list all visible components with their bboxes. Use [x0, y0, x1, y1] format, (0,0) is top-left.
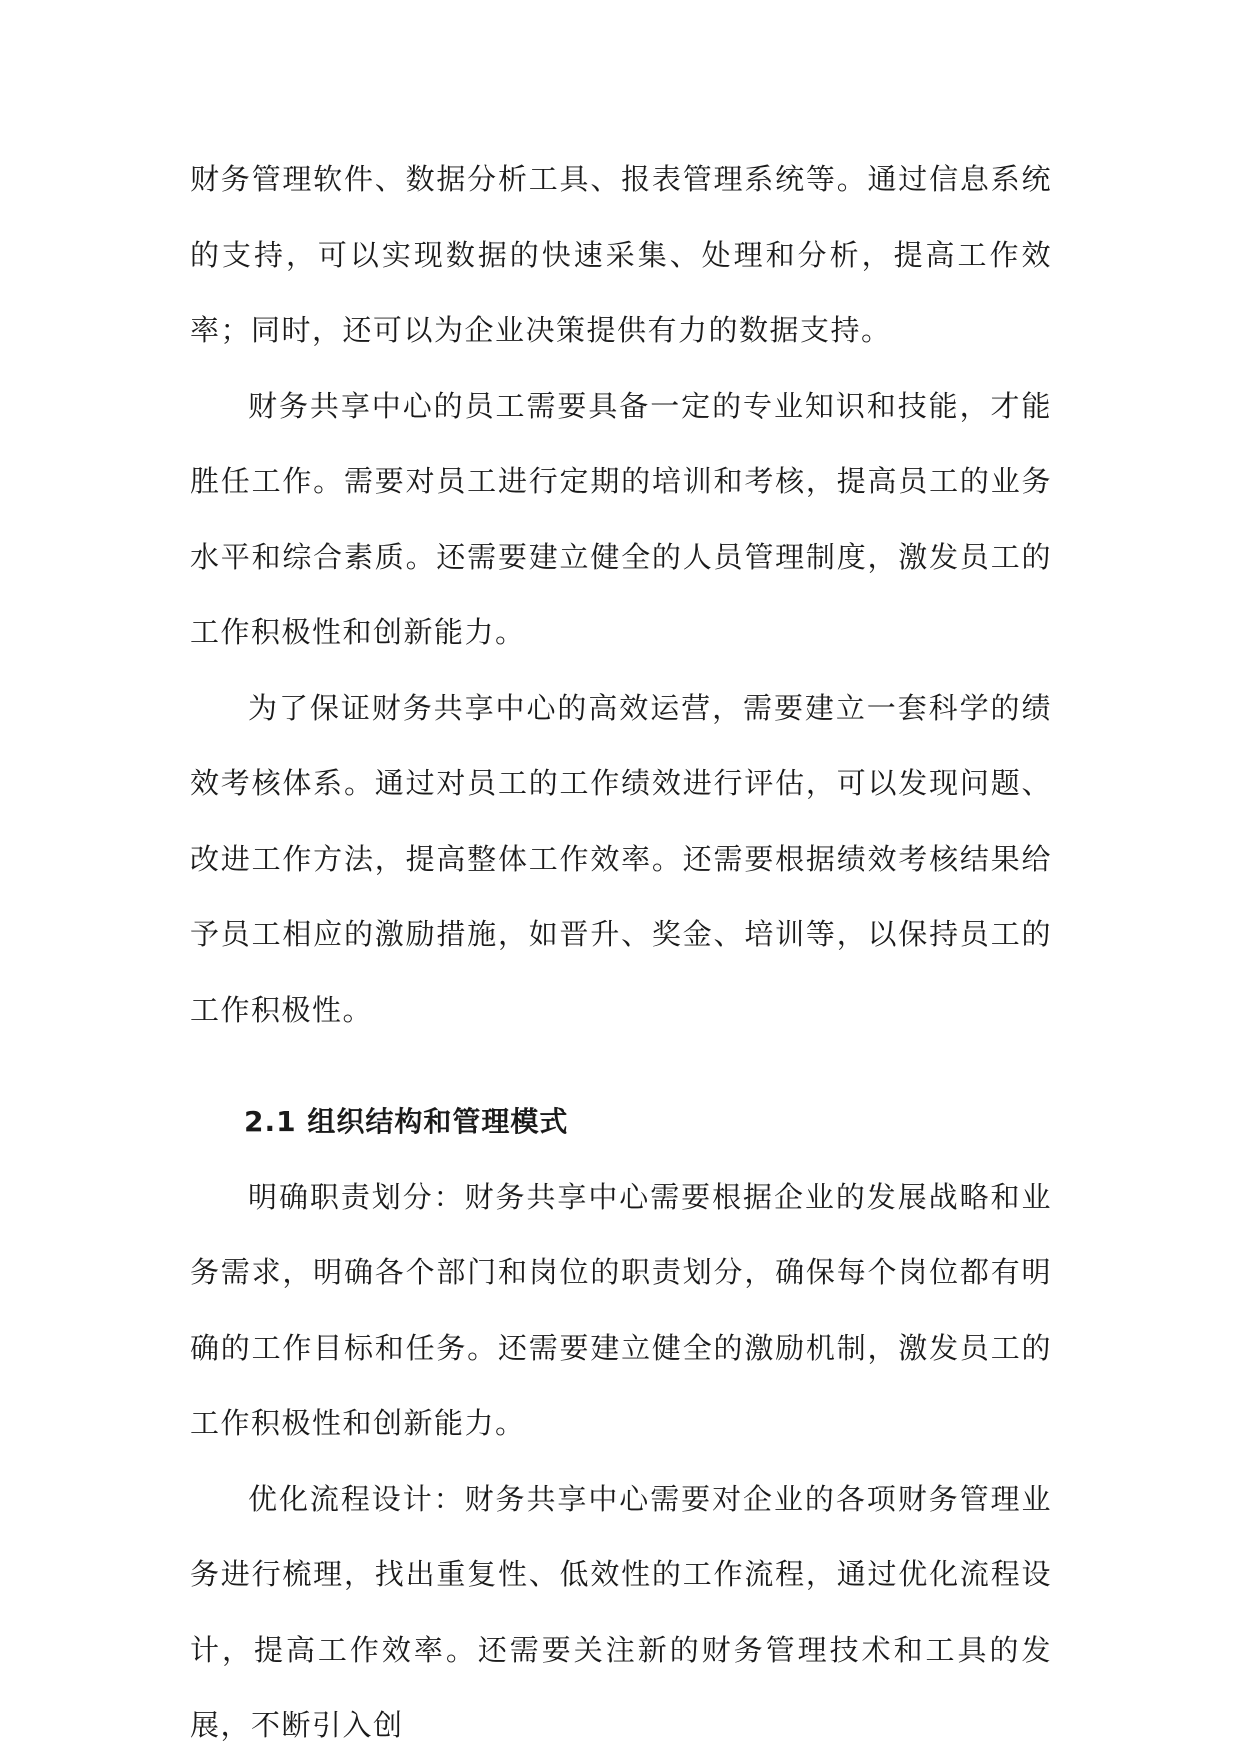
- paragraph-performance-evaluation: 为了保证财务共享中心的高效运营，需要建立一套科学的绩效考核体系。通过对员工的工作绩效进行评估，可以发现问题、改进工作方法，提高整体工作效率。还需要根据绩效考核结果给予员工相应的激励措施，如晋升、奖金、培训等，以保持员工的工作积极性。: [190, 690, 1052, 1027]
- paragraph-staff-training: 财务共享中心的员工需要具备一定的专业知识和技能，才能胜任工作。需要对员工进行定期的培训和考核，提高员工的业务水平和综合素质。还需要建立健全的人员管理制度，激发员工的工作积极性和创新能力。: [190, 388, 1052, 649]
- page-content: [190, 142, 1052, 1764]
- paragraph-continuation: 财务管理软件、数据分析工具、报表管理系统等。通过信息系统的支持，可以实现数据的快速采集、处理和分析，提高工作效率；同时，还可以为企业决策提供有力的数据支持。: [190, 162, 1052, 347]
- paragraph-responsibilities: 明确职责划分：财务共享中心需要根据企业的发展战略和业务需求，明确各个部门和岗位的职责划分，确保每个岗位都有明确的工作目标和任务。还需要建立健全的激励机制，激发员工的工作积极性和创新能力。: [190, 1179, 1052, 1440]
- paragraph-process-design: 优化流程设计：财务共享中心需要对企业的各项财务管理业务进行梳理，找出重复性、低效性的工作流程，通过优化流程设计，提高工作效率。还需要关注新的财务管理技术和工具的发展，不断引入创: [190, 1481, 1052, 1742]
- section-heading: 2.1 组织结构和管理模式: [244, 1105, 569, 1138]
